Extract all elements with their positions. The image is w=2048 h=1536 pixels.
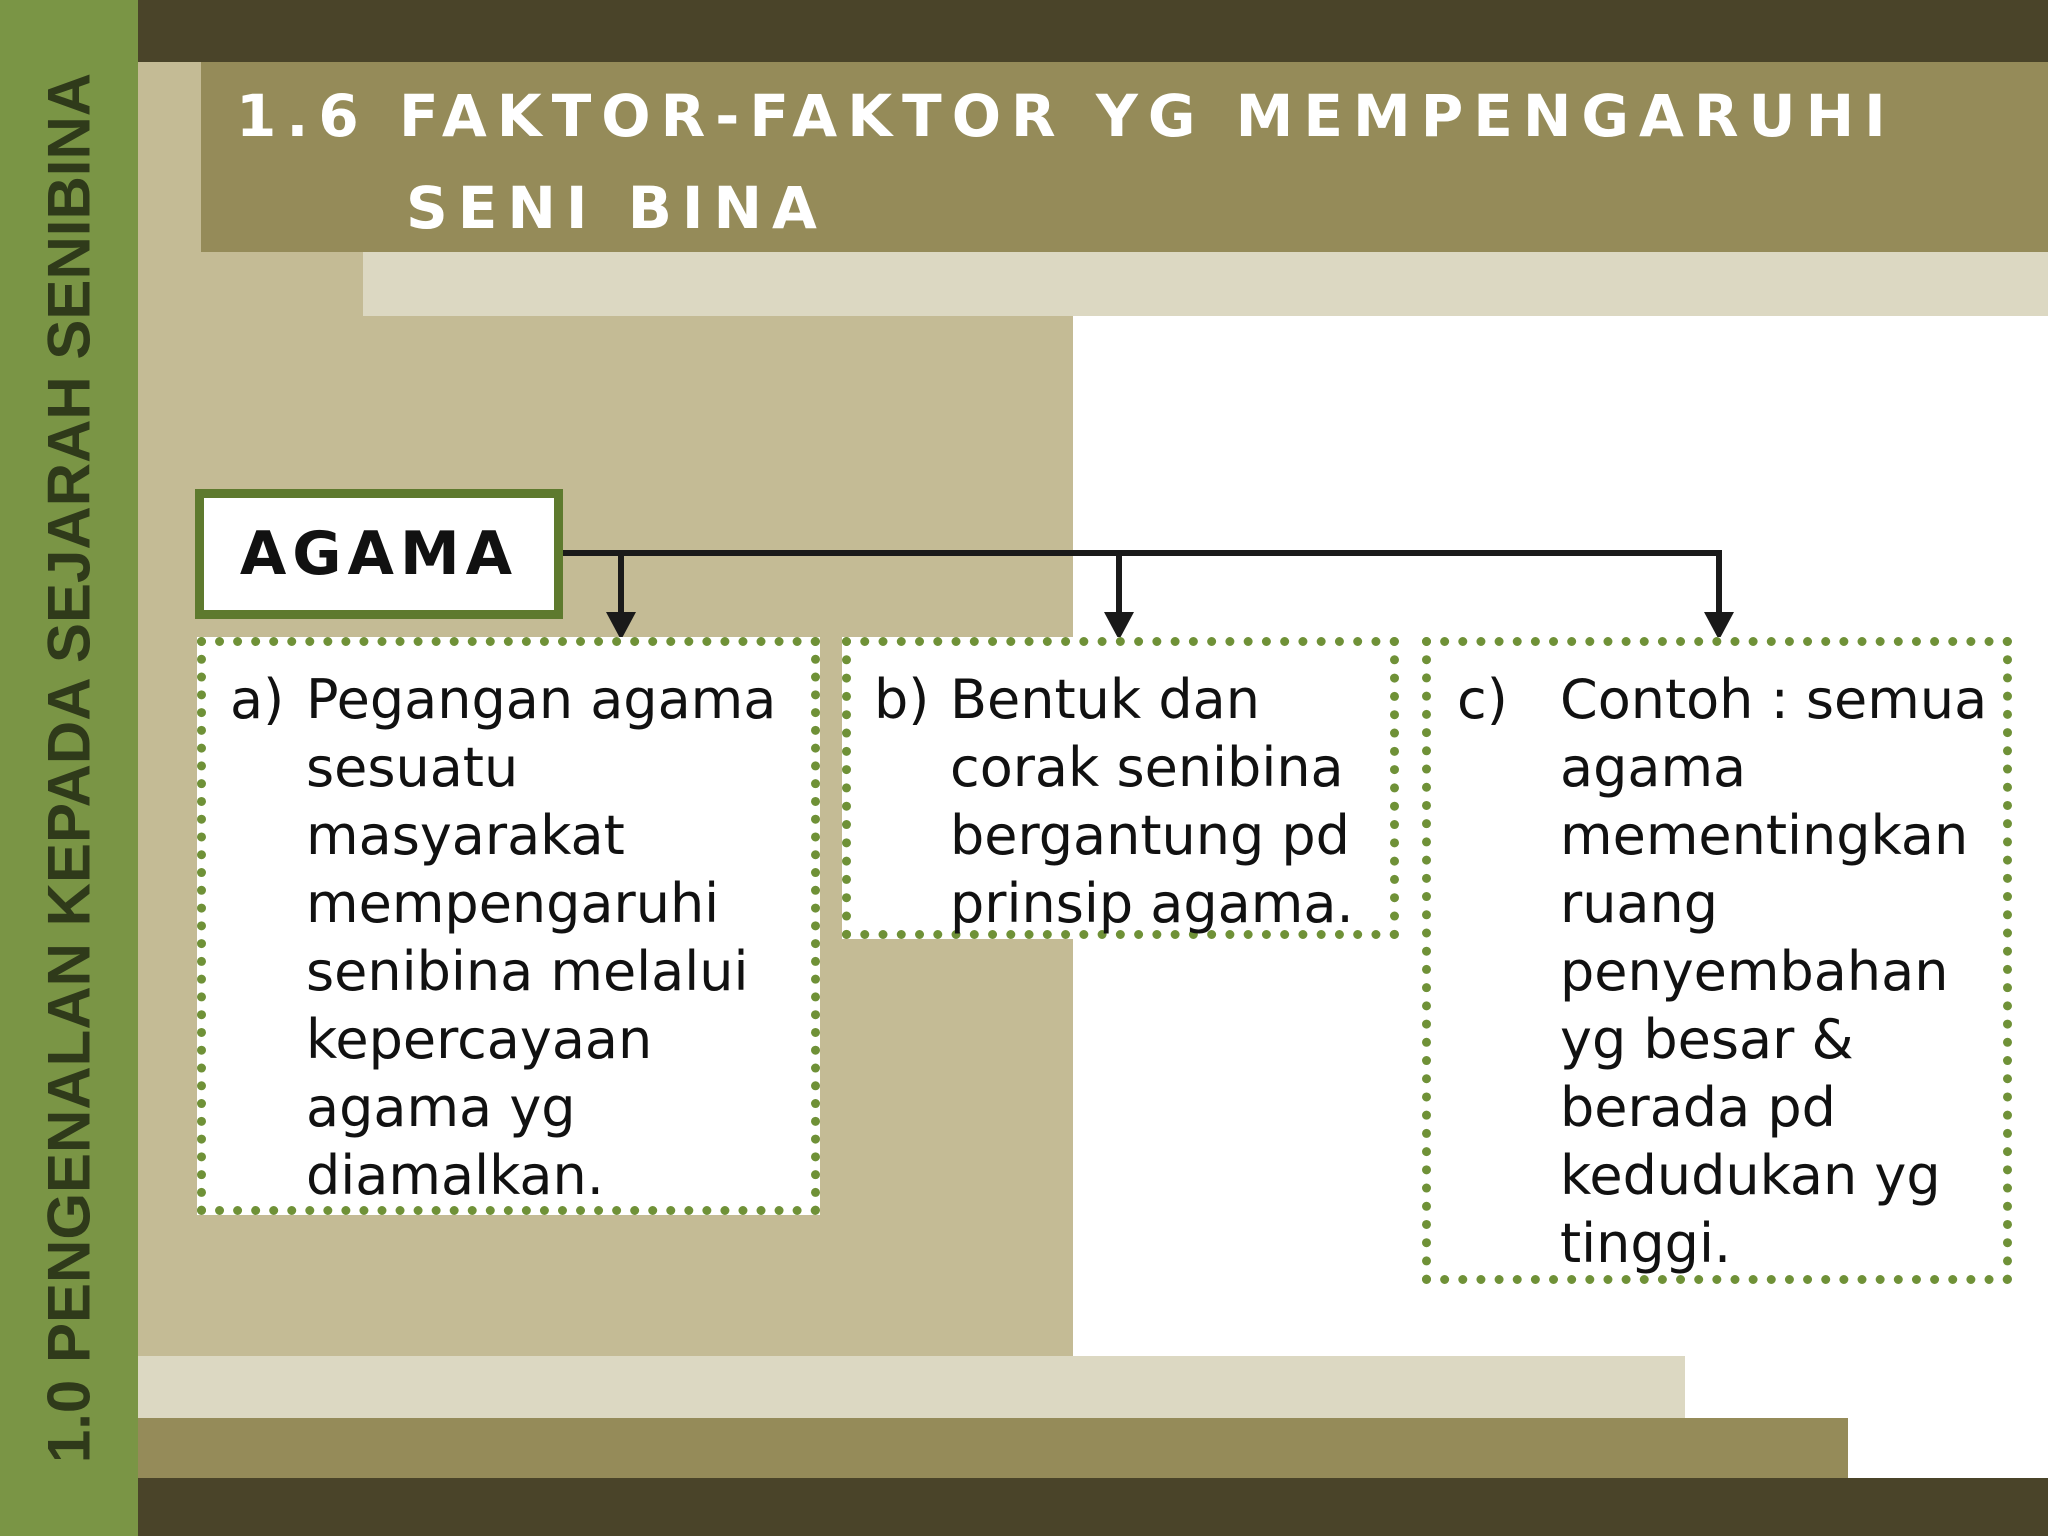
factor-marker: a) [230,668,285,731]
factor-box-b [842,637,1399,939]
connector-main-line [560,553,1719,562]
arrow-c-icon [1704,612,1734,640]
factor-box-a [197,637,820,1215]
arrow-b-icon [1104,612,1134,640]
arrow-a-icon [606,612,636,640]
slide-title-line-1: 1.6 FAKTOR-FAKTOR YG MEMPENGARUHI [236,82,1896,150]
factor-text: Contoh : semua agama mementingkan ruang penyembahan yg besar & berada pd kedudukan yg tinggi. [1560,668,1988,1275]
slide-title-line-2: SENI BINA [406,174,827,242]
factor-marker: c) [1457,668,1508,731]
factor-text: Bentuk dan corak senibina bergantung pd prinsip agama. [950,668,1354,935]
root-node-agama: AGAMA [195,489,563,619]
factor-box-c [1422,637,2012,1284]
factor-marker: b) [874,668,930,731]
sidebar-title: 1.0 PENGENALAN KEPADA SEJARAH SENIBINA [35,72,103,1464]
factor-text: Pegangan agama sesuatu masyarakat mempengaruhi senibina melalui kepercayaan agama yg diamalkan. [306,668,777,1207]
